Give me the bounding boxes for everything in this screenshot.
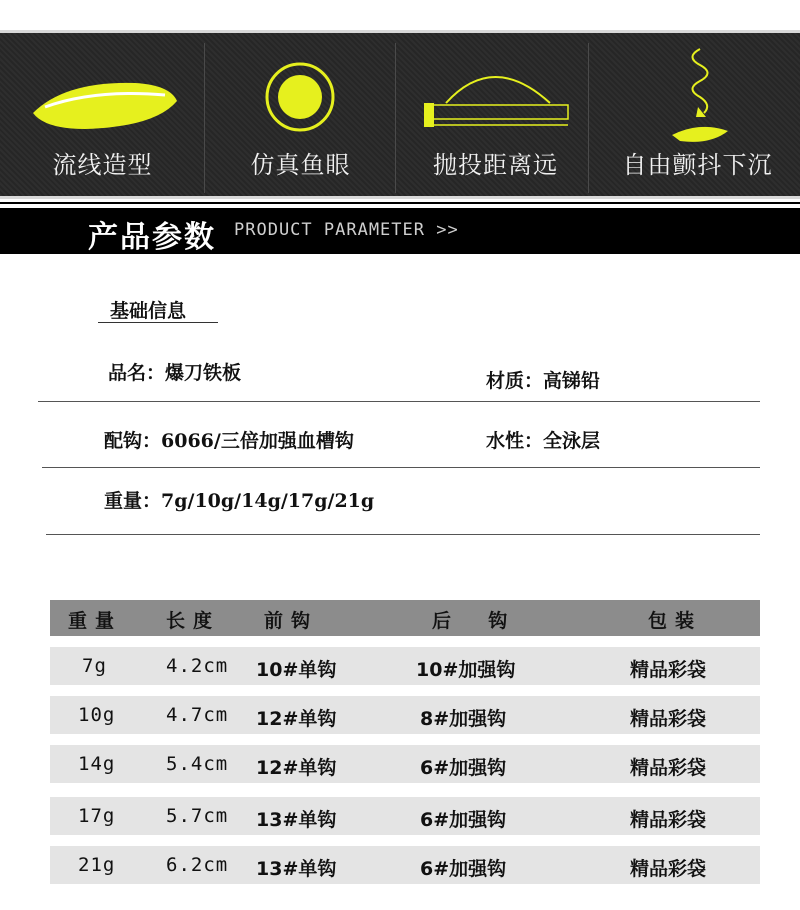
feature-streamline: [5, 33, 200, 190]
table-header-cell: 长度: [166, 610, 221, 632]
table-header-cell: 前钩: [264, 610, 319, 632]
table-row: [50, 696, 760, 734]
table-cell: 17g: [78, 805, 116, 827]
feature-sink: [600, 33, 795, 190]
table-cell: 5.7cm: [166, 805, 229, 827]
info-divider: [38, 401, 760, 402]
feature-label: 流线造型: [52, 151, 153, 179]
table-header-cell: 包装: [648, 610, 703, 632]
table-cell: 精品彩袋: [630, 858, 707, 880]
info-name: [108, 358, 241, 385]
banner-title: 产品参数: [88, 220, 216, 255]
info-divider: [46, 534, 760, 535]
info-value: 全泳层: [543, 430, 601, 452]
fish-eye-icon: [203, 41, 398, 151]
feature-fish-eye: [203, 33, 398, 190]
table-cell: 6.2cm: [166, 854, 229, 876]
info-label: 水性：: [486, 430, 544, 452]
banner-subtitle: PRODUCT PARAMETER >>: [234, 220, 459, 240]
table-cell: 6#加强钩: [420, 757, 507, 779]
feature-casting: [398, 33, 593, 190]
info-divider: [42, 467, 760, 468]
info-value: 7g/10g/14g/17g/21g: [161, 490, 375, 512]
table-cell: 10g: [78, 704, 116, 726]
table-cell: 6#加强钩: [420, 858, 507, 880]
table-header-cell: 后 钩: [432, 610, 516, 632]
divider: [395, 43, 396, 193]
table-cell: 12#单钩: [256, 708, 337, 730]
casting-distance-icon: [398, 41, 593, 151]
basic-info-underline: [98, 322, 218, 323]
table-cell: 精品彩袋: [630, 809, 707, 831]
section-banner: [0, 208, 800, 254]
info-label: 材质：: [486, 370, 544, 392]
table-row: [50, 846, 760, 884]
table-cell: 13#单钩: [256, 809, 337, 831]
info-hook: [104, 426, 354, 453]
table-cell: 5.4cm: [166, 753, 229, 775]
table-cell: 10#加强钩: [416, 659, 516, 681]
info-value: 爆刀铁板: [165, 362, 242, 384]
info-label: 配钩：: [104, 430, 162, 452]
feature-label: 自由颤抖下沉: [622, 151, 773, 179]
table-header: [50, 600, 760, 636]
feature-strip: [0, 30, 800, 199]
table-cell: 13#单钩: [256, 858, 337, 880]
streamline-shape-icon: [5, 41, 200, 151]
flutter-sink-icon: [600, 41, 795, 151]
info-material: [486, 366, 600, 393]
feature-label: 仿真鱼眼: [250, 151, 351, 179]
table-cell: 14g: [78, 753, 116, 775]
table-cell: 6#加强钩: [420, 809, 507, 831]
divider: [588, 43, 589, 193]
table-cell: 4.2cm: [166, 655, 229, 677]
table-cell: 精品彩袋: [630, 708, 707, 730]
info-water: [486, 426, 600, 453]
table-cell: 精品彩袋: [630, 659, 707, 681]
table-cell: 7g: [82, 655, 107, 677]
basic-info-title: 基础信息: [110, 300, 187, 322]
feature-label: 抛投距离远: [433, 151, 558, 179]
info-label: 品名：: [108, 362, 166, 384]
table-cell: 10#单钩: [256, 659, 337, 681]
info-label: 重量：: [104, 490, 162, 512]
table-cell: 精品彩袋: [630, 757, 707, 779]
table-cell: 21g: [78, 854, 116, 876]
info-value: 6066/三倍加强血槽钩: [161, 430, 354, 452]
table-header-cell: 重量: [68, 610, 123, 632]
table-cell: 12#单钩: [256, 757, 337, 779]
info-value: 高锑铅: [543, 370, 601, 392]
table-cell: 8#加强钩: [420, 708, 507, 730]
table-row: [50, 647, 760, 685]
banner-top-line: [0, 202, 800, 204]
info-weight: [104, 486, 374, 513]
table-row: [50, 745, 760, 783]
table-row: [50, 797, 760, 835]
table-cell: 4.7cm: [166, 704, 229, 726]
